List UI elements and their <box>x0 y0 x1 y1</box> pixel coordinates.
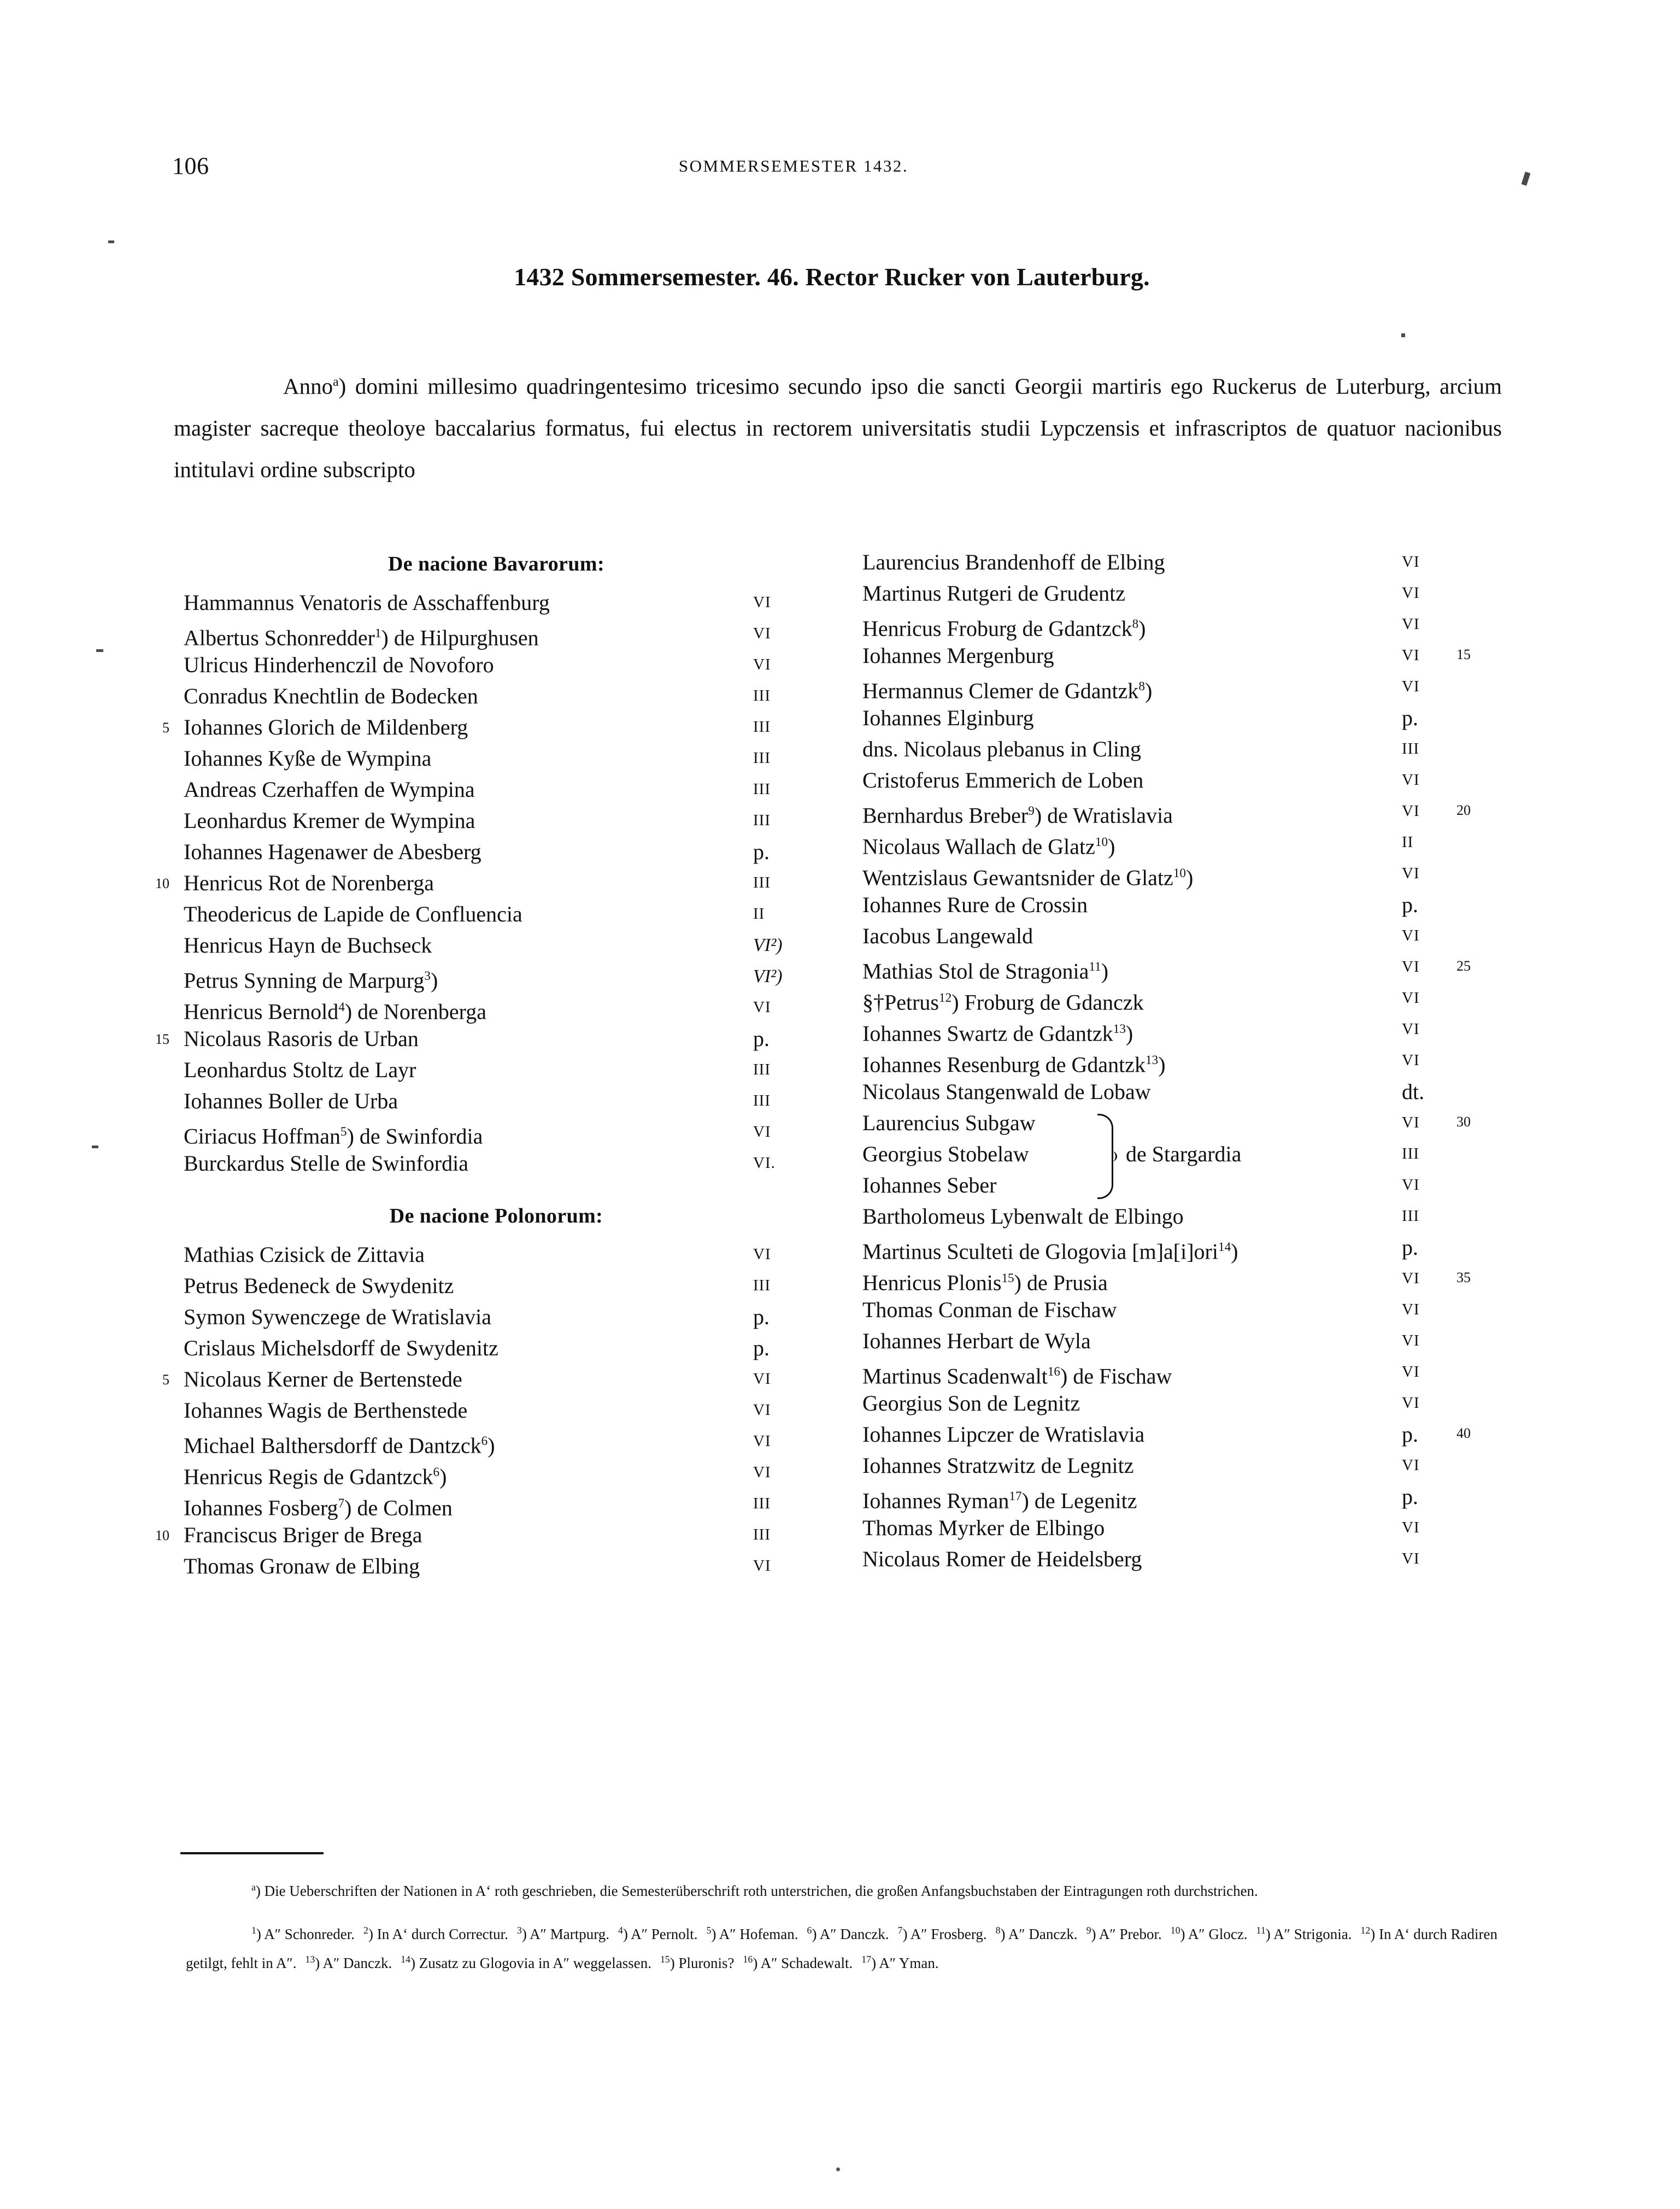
entry-fee: VI <box>1402 647 1420 664</box>
register-entry <box>162 712 819 743</box>
entry-fee: VI <box>1402 1020 1420 1038</box>
entry-footnote-ref[interactable]: 6 <box>481 1434 488 1448</box>
entry-fee: VI <box>1402 1332 1420 1349</box>
entry-fee: II <box>1402 833 1414 851</box>
entry-name: Georgius Stobelaw <box>862 1142 1029 1166</box>
entry-footnote-ref[interactable]: 10 <box>1095 835 1108 849</box>
entry-name: Thomas Conman de Fischaw <box>862 1297 1117 1322</box>
entry-name: Iohannes Rure de Crossin <box>862 892 1088 917</box>
entry-footnote-ref[interactable]: 13 <box>1146 1053 1159 1067</box>
register-entry <box>155 1519 819 1550</box>
register-entry <box>853 1512 1563 1543</box>
register-entry <box>174 1270 819 1301</box>
entry-name: Bartholomeus Lybenwalt de Elbingo <box>862 1204 1184 1229</box>
entry-fee: III <box>753 1061 771 1078</box>
entry-name: Iohannes Kyße de Wympina <box>184 746 432 771</box>
entry-fee: VI <box>1402 958 1420 976</box>
footnote-text: ) A″ Schadewalt. <box>753 1955 853 1971</box>
footnote-text: ) Pluronis? <box>669 1955 735 1971</box>
footnote-text: ) A″ Glocz. <box>1180 1926 1248 1942</box>
entry-footnote-ref[interactable]: 6 <box>433 1465 440 1479</box>
entry-fee: VI <box>1402 1519 1420 1536</box>
entry-name: Iohannes Lipczer de Wratislavia <box>862 1422 1145 1447</box>
footnote-text: ) Zusatz zu Glogovia in A″ weggelassen. <box>410 1955 651 1971</box>
entry-name: Iohannes Herbart de Wyla <box>862 1329 1091 1353</box>
entry-footnote-ref[interactable]: 14 <box>1218 1240 1231 1254</box>
footnote-text: ) A″ Danczk. <box>812 1926 889 1942</box>
footnote-number: 1 <box>251 1925 256 1936</box>
register-entry <box>853 733 1563 765</box>
register-entry <box>853 796 1563 827</box>
entry-footnote-ref[interactable]: 3 <box>424 969 431 983</box>
entry-footnote-ref[interactable]: 16 <box>1047 1365 1060 1379</box>
entry-fee: VI <box>753 625 771 642</box>
running-title: SOMMERSEMESTER 1432. <box>678 156 909 175</box>
register-entry <box>174 1332 819 1364</box>
entry-name: Laurencius Brandenhoff de Elbing <box>862 550 1165 574</box>
footnote-number: 3 <box>516 1925 522 1936</box>
footnote-text: ) In A‘ durch Radiren getilgt, fehlt in A″. <box>186 1926 1498 1971</box>
entry-fee: III <box>1402 1207 1419 1225</box>
footnote-number: 14 <box>401 1954 411 1965</box>
entry-fee: VI <box>753 1464 771 1481</box>
register-entry <box>853 858 1563 889</box>
register-entry <box>853 1138 1563 1170</box>
register-entry <box>853 547 1563 578</box>
entry-name: Leonhardus Stoltz de Layr <box>184 1058 416 1082</box>
scan-speck <box>836 2167 840 2171</box>
entry-fee: p. <box>753 1305 769 1329</box>
entry-name: Henricus Rot de Norenberga <box>184 871 434 895</box>
entry-footnote-ref[interactable]: 7 <box>338 1496 345 1511</box>
entry-footnote-ref[interactable]: 8 <box>1132 617 1139 631</box>
register-entry <box>853 1419 1563 1450</box>
entry-footnote-ref[interactable]: 1 <box>374 626 381 641</box>
entry-fee: p. <box>753 1026 769 1051</box>
footnote-number: 16 <box>743 1954 753 1965</box>
entry-name: Burckardus Stelle de Swinfordia <box>184 1151 468 1176</box>
intro-text-after: ) domini millesimo quadringentesimo tricesimo secundo ipso die sancti Georgii martiris ego Ruckerus de Luterburg, arcium magister sacreque theoloye baccalarius formatus, fui electus in rectorem universitatis studii Lypczensis et infrascriptos de quatuor nacionibus intitulavi ordine subscripto <box>174 373 1502 482</box>
entry-fee: VI <box>1402 1363 1420 1380</box>
entry-name: Nicolaus Stangenwald de Lobaw <box>862 1079 1151 1104</box>
entry-name: Henricus Regis de Gdantzck$^6$) <box>184 1464 447 1489</box>
entry-fee: VI <box>1402 678 1420 695</box>
register-entry <box>174 961 819 992</box>
entry-fee: VI <box>753 998 771 1016</box>
entry-fee: VI <box>1402 1114 1420 1131</box>
entry-name: Thomas Myrker de Elbingo <box>862 1515 1105 1540</box>
column-left <box>155 547 819 1582</box>
register-entry <box>853 920 1563 951</box>
page-title: 1432 Sommersemester. 46. Rector Rucker von Lauterburg. <box>514 263 1150 291</box>
footnote-number: 13 <box>305 1954 315 1965</box>
entry-fee: VI <box>1402 1394 1420 1412</box>
register-entry <box>174 1301 819 1332</box>
entry-fee: VI <box>1402 1550 1420 1567</box>
register-entry <box>174 1550 819 1582</box>
scan-speck <box>108 240 114 243</box>
entry-name: Thomas Gronaw de Elbing <box>184 1554 420 1578</box>
margin-line-number: 25 <box>1456 958 1471 974</box>
register-entry <box>853 983 1563 1014</box>
footnote-a <box>186 1875 1497 1904</box>
footnote-list <box>186 1918 1497 1976</box>
entry-footnote-ref[interactable]: 15 <box>1001 1271 1014 1285</box>
register-entry <box>174 649 819 680</box>
brace-group-stargardia <box>853 1107 1563 1201</box>
entry-fee: III <box>753 812 771 829</box>
footnote-number: 10 <box>1170 1925 1180 1936</box>
entry-line-number: 5 <box>162 720 169 736</box>
entry-fee: VI <box>753 1123 771 1141</box>
footnote-text: ) A″ Strigonia. <box>1265 1926 1352 1942</box>
register-entry <box>853 1014 1563 1045</box>
entry-name: Theodericus de Lapide de Confluencia <box>184 902 522 926</box>
entry-name: Iohannes Swartz de Gdantzk$^{13}$) <box>862 1021 1133 1046</box>
register-entry <box>174 1395 819 1426</box>
margin-line-number: 40 <box>1456 1425 1471 1441</box>
entry-name: Martinus Rutgeri de Grudentz <box>862 581 1125 606</box>
entry-fee: dt. <box>1402 1079 1425 1104</box>
footnote-number: 9 <box>1086 1925 1091 1936</box>
entry-name: Nicolaus Wallach de Glatz$^{10}$) <box>862 834 1115 859</box>
nation-heading: De nacione Bavarorum: <box>387 553 605 575</box>
entry-fee: III <box>1402 740 1419 757</box>
footnote-a-marker: a <box>251 1882 256 1893</box>
register-entry <box>174 1488 819 1519</box>
entry-line-number: 10 <box>155 876 169 891</box>
entry-fee: p. <box>753 1336 769 1360</box>
entry-name: Iohannes Hagenawer de Abesberg <box>184 839 481 864</box>
entry-name: Petrus Synning de Marpurg$^3$) <box>184 968 438 993</box>
entry-name: Mathias Czisick de Zittavia <box>184 1242 425 1267</box>
footnote-number: 7 <box>897 1925 903 1936</box>
footnote-number: 12 <box>1360 1925 1371 1936</box>
entry-name: Leonhardus Kremer de Wympina <box>184 808 475 833</box>
entry-name: Cristoferus Emmerich de Loben <box>862 768 1144 792</box>
entry-footnote-ref[interactable]: 5 <box>340 1125 347 1139</box>
entry-name: Iohannes Elginburg <box>862 706 1034 730</box>
footnote-number: 15 <box>660 1954 670 1965</box>
footnote-text: ) A″ Pernolt. <box>622 1926 698 1942</box>
intro-paragraph <box>174 361 1502 490</box>
entry-fee: III <box>753 780 771 798</box>
scan-speck <box>1401 333 1405 337</box>
register-entry <box>174 1054 819 1085</box>
entry-fee: VI <box>753 1432 771 1450</box>
entry-name: Laurencius Subgaw <box>862 1111 1036 1135</box>
register-entry <box>174 836 819 867</box>
entry-fee: III <box>753 1495 771 1512</box>
entry-fee: p. <box>1402 892 1418 917</box>
entry-fee: VI²) <box>753 966 783 986</box>
entry-name: Conradus Knechtlin de Bodecken <box>184 684 478 708</box>
margin-line-number: 30 <box>1456 1114 1471 1130</box>
entry-name: Franciscus Briger de Brega <box>184 1523 422 1547</box>
entry-name: Bernhardus Breber$^9$) de Wratislavia <box>862 803 1173 828</box>
entry-fee: VI <box>1402 927 1420 944</box>
footnote-a-text: ) Die Ueberschriften der Nationen in A‘ roth geschrieben, die Semesterüberschrift roth unterstrichen, die großen Anfangsbuchstaben der Eintragungen roth durchstrichen. <box>255 1883 1258 1899</box>
entry-fee: VI²) <box>753 935 783 955</box>
register-entry <box>174 680 819 712</box>
entry-name: Henricus Froburg de Gdantzck$^8$) <box>862 616 1146 641</box>
register-entry <box>155 1023 819 1054</box>
entry-footnote-ref[interactable]: 9 <box>1028 804 1035 818</box>
entry-footnote-ref[interactable]: 8 <box>1138 679 1145 694</box>
entry-fee: VI <box>1402 553 1420 571</box>
entry-fee: VI <box>1402 615 1420 633</box>
footnotes-block <box>186 1875 1497 1976</box>
entry-name: Iacobus Langewald <box>862 924 1033 948</box>
register-entry <box>853 1107 1563 1138</box>
register-entry <box>174 1426 819 1457</box>
register-entry <box>174 1085 819 1117</box>
intro-text-before: Anno <box>283 373 333 399</box>
entry-fee: VI <box>753 656 771 673</box>
register-entry <box>853 609 1563 640</box>
entry-name: §†Petrus$^{12}$) Froburg de Gdanczk <box>862 990 1144 1015</box>
register-entry <box>155 867 819 898</box>
entry-footnote-ref[interactable]: 11 <box>1089 960 1101 974</box>
entry-fee: VI <box>753 1557 771 1574</box>
entry-line-number: 5 <box>162 1372 169 1388</box>
entry-name: Iohannes Seber <box>862 1173 997 1197</box>
footnote-text: ) A″ Yman. <box>871 1955 939 1971</box>
entry-fee: VI <box>1402 1176 1420 1194</box>
footnote-text: ) A″ Schonreder. <box>256 1926 355 1942</box>
entry-fee: III <box>753 718 771 736</box>
entry-footnote-ref[interactable]: 10 <box>1173 866 1186 880</box>
entry-name: Iohannes Boller de Urba <box>184 1089 398 1113</box>
register-entry <box>853 578 1563 609</box>
nation-heading: De nacione Polonorum: <box>389 1205 603 1227</box>
entry-footnote-ref[interactable]: 12 <box>939 991 952 1005</box>
register-entry <box>174 805 819 836</box>
entry-name: Nicolaus Romer de Heidelsberg <box>862 1547 1142 1571</box>
entry-name: Iohannes Mergenburg <box>862 643 1054 668</box>
entry-name: Henricus Bernold$^4$) de Norenberga <box>184 999 486 1024</box>
entry-name: Ulricus Hinderhenczil de Novoforo <box>184 653 494 677</box>
entry-line-number: 10 <box>155 1528 169 1543</box>
margin-line-number: 15 <box>1456 647 1471 662</box>
entry-name: Symon Sywenczege de Wratislavia <box>184 1305 492 1329</box>
scan-speck <box>92 1145 98 1148</box>
footnote-rule <box>180 1852 324 1854</box>
column-right <box>853 547 1563 1574</box>
entry-name: Iohannes Ryman$^{17}$) de Legenitz <box>862 1488 1137 1513</box>
register-entry <box>853 1450 1563 1481</box>
register-entry <box>853 765 1563 796</box>
entry-fee: VI <box>753 594 771 611</box>
register-entry <box>853 889 1563 920</box>
footnote-text: ) A″ Danczk. <box>315 1955 392 1971</box>
footnote-number: 4 <box>618 1925 623 1936</box>
entry-footnote-ref[interactable]: 17 <box>1009 1489 1022 1503</box>
register-entry <box>174 587 819 618</box>
register-entry <box>174 618 819 649</box>
running-head <box>0 152 1680 185</box>
register-entry <box>853 827 1563 858</box>
entry-fee: II <box>753 905 765 923</box>
entry-fee: VI <box>753 1370 771 1388</box>
entry-name: Martinus Sculteti de Glogovia [m]a[i]ori$^{14}$) <box>862 1239 1238 1264</box>
entry-name: Hammannus Venatoris de Asschaffenburg <box>184 590 550 615</box>
register-entry <box>853 640 1563 671</box>
register-entry <box>853 951 1563 983</box>
entry-fee: III <box>1402 1145 1419 1162</box>
entry-fee: p. <box>753 839 769 864</box>
register-entry <box>174 743 819 774</box>
entry-fee: VI <box>1402 1051 1420 1069</box>
entry-fee: VI <box>1402 1456 1420 1474</box>
entry-fee: III <box>753 874 771 891</box>
entry-fee: VI <box>1402 1270 1420 1287</box>
register-entry <box>174 774 819 805</box>
footnote-text: ) A″ Frosberg. <box>902 1926 987 1942</box>
entry-footnote-ref[interactable]: 4 <box>338 1000 345 1014</box>
register-entry <box>174 1239 819 1270</box>
entry-name: Henricus Hayn de Buchseck <box>184 933 432 957</box>
entry-name: Crislaus Michelsdorff de Swydenitz <box>184 1336 498 1360</box>
entry-fee: p. <box>1402 1422 1418 1447</box>
entry-name: Hermannus Clemer de Gdantzk$^8$) <box>862 678 1153 703</box>
margin-line-number: 35 <box>1456 1270 1471 1285</box>
register-entry <box>853 1232 1563 1263</box>
entry-fee: VI <box>1402 865 1420 882</box>
register-entry <box>174 992 819 1023</box>
footnote-number: 5 <box>706 1925 712 1936</box>
entry-name: Andreas Czerhaffen de Wympina <box>184 777 475 802</box>
entry-name: Iohannes Glorich de Mildenberg <box>184 715 468 739</box>
margin-line-number: 20 <box>1456 802 1471 818</box>
entry-fee: VI <box>753 1246 771 1263</box>
register-entry <box>174 1148 819 1179</box>
register-entry <box>853 1481 1563 1512</box>
footnote-number: 11 <box>1256 1925 1266 1936</box>
entry-name: Iohannes Wagis de Вerthenstede <box>184 1398 468 1423</box>
page-number: 106 <box>172 152 209 179</box>
register-entry <box>853 1076 1563 1107</box>
footnote-number: 6 <box>807 1925 812 1936</box>
register-entry <box>853 1170 1563 1201</box>
register-entry <box>853 1325 1563 1356</box>
footnote-text: ) A″ Martpurg. <box>521 1926 609 1942</box>
register-entry <box>853 1045 1563 1076</box>
register-entry <box>174 898 819 930</box>
entry-name: Ciriacus Hoffman$^5$) de Swinfordia <box>184 1124 483 1149</box>
entry-name: Michael Balthersdorff de Dantzck$^6$) <box>184 1433 495 1458</box>
footnote-marker-a: a <box>333 375 339 389</box>
entry-name: Petrus Bedeneck de Swydenitz <box>184 1273 454 1298</box>
entry-name: Nicolaus Rasoris de Urban <box>184 1026 419 1051</box>
register-entry <box>162 1364 819 1395</box>
register-entry <box>853 702 1563 733</box>
register-entry <box>853 1543 1563 1574</box>
entry-name: Martinus Scadenwalt$^{16}$) de Fischaw <box>862 1364 1172 1389</box>
register-entry <box>853 1388 1563 1419</box>
entry-fee: VI <box>1402 771 1420 789</box>
entry-fee: VI. <box>753 1154 776 1172</box>
entry-footnote-ref[interactable]: 13 <box>1113 1022 1126 1036</box>
entry-fee: VI <box>1402 989 1420 1007</box>
entry-name: Nicolaus Kerner de Bertenstede <box>184 1367 462 1391</box>
entry-name: Mathias Stol de Stragonia$^{11}$) <box>862 959 1109 984</box>
entry-fee: III <box>753 1277 771 1294</box>
entry-fee: III <box>753 687 771 704</box>
entry-name: Iohannes Stratzwitz de Legnitz <box>862 1453 1134 1478</box>
entry-fee: III <box>753 1526 771 1543</box>
footnote-text: ) In A‘ durch Correctur. <box>368 1926 508 1942</box>
footnote-number: 8 <box>995 1925 1001 1936</box>
scan-speck <box>96 649 103 652</box>
register-entry <box>853 1263 1563 1294</box>
entry-name: Albertus Schonredder$^1$) de Hilpurghusen <box>184 625 539 650</box>
register-entry <box>853 1201 1563 1232</box>
entry-name: Iohannes Fosberg$^7$) de Colmen <box>184 1495 453 1520</box>
register-entry <box>174 1117 819 1148</box>
entry-name: dns. Nicolaus plebanus in Cling <box>862 737 1141 761</box>
entry-fee: III <box>753 1092 771 1109</box>
entry-fee: VI <box>1402 584 1420 602</box>
entry-fee: p. <box>1402 706 1418 730</box>
entry-name: Henricus Plonis$^{15}$) de Prusia <box>862 1270 1108 1295</box>
entry-fee: III <box>753 749 771 767</box>
entry-name: Iohannes Resenburg de Gdantzk$^{13}$) <box>862 1052 1166 1077</box>
footnote-number: 17 <box>861 1954 872 1965</box>
register-entry <box>174 930 819 961</box>
entry-fee: p. <box>1402 1484 1418 1509</box>
brace-group-label: de Stargardia <box>1126 1142 1242 1166</box>
footnote-text: ) A″ Danczk. <box>1000 1926 1078 1942</box>
entry-line-number: 15 <box>155 1031 169 1047</box>
footnote-number: 2 <box>363 1925 368 1936</box>
register-entry <box>853 1356 1563 1388</box>
register-entry <box>174 1457 819 1488</box>
entry-fee: VI <box>1402 802 1420 820</box>
entry-fee: p. <box>1402 1235 1418 1260</box>
entry-name: Georgius Son de Legnitz <box>862 1391 1080 1415</box>
entry-fee: VI <box>1402 1301 1420 1318</box>
register-entry <box>853 671 1563 702</box>
footnote-text: ) A″ Hofeman. <box>711 1926 798 1942</box>
register-entry <box>853 1294 1563 1325</box>
entry-name: Wentzislaus Gewantsnider de Glatz$^{10}$) <box>862 865 1194 890</box>
footnote-text: ) A″ Prebor. <box>1091 1926 1162 1942</box>
entry-fee: VI <box>753 1401 771 1419</box>
